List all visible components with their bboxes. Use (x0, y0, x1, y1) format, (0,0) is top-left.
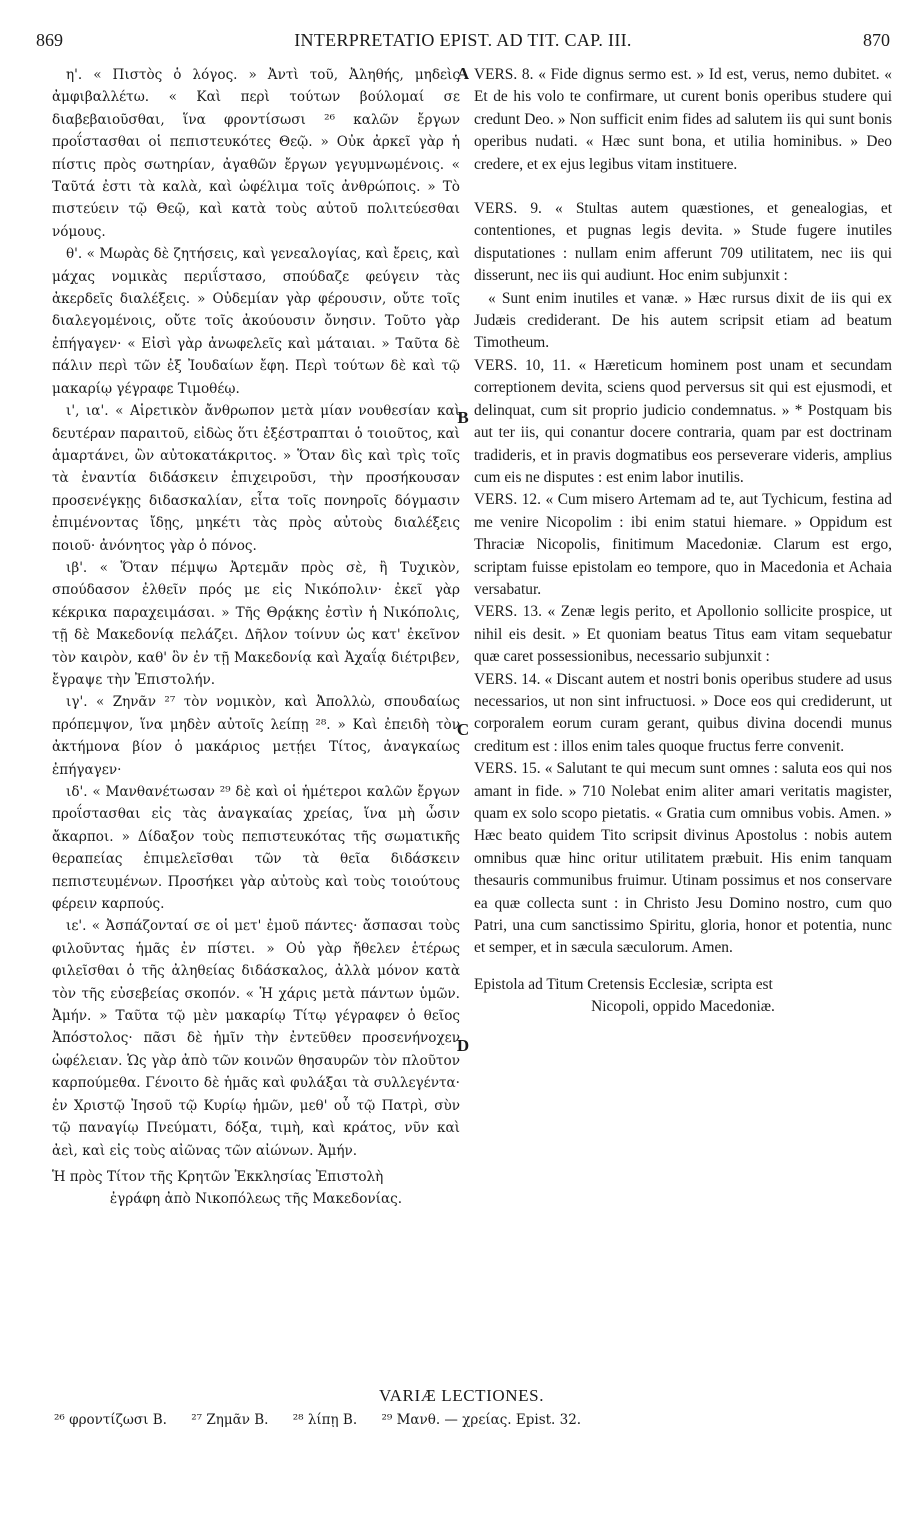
latin-paragraph-10-11: VERS. 10, 11. « Hæreticum hominem post unam et secundam correptionem devita, sciens quod perversus sit qui est ejusmodi, et delinquat, cum sit proprio judicio condemnatus. » * Postquam bis aut ter iis, qui conantur docere contraria, quam par est doctrinam tradideris, et in pravis dogmatibus eos perseverare videris, amplius cum eis ne disputes : est enim labor inutilis. (474, 356, 892, 486)
page-number-right: 870 (863, 30, 890, 50)
latin-paragraph-14: VERS. 14. « Discant autem et nostri bonis operibus studere ad usus necessarios, ut non sint infructuosi. » Doce eos qui crediderunt, ut corporalem eorum curam gerant, quibus divina docendi munus creditum est : illos enim tales quoque fructus ferre convenit. (474, 670, 892, 755)
margin-marker-a: A (456, 64, 470, 83)
greek-subscription-line-1: Ἡ πρὸς Τίτον τῆς Κρητῶν Ἐκκλησίας Ἐπιστολὴ (52, 1168, 384, 1185)
variae-lectiones-title: VARIÆ LECTIONES. (378, 1386, 545, 1405)
greek-subscription-line-2: ἐγράφη ἀπὸ Νικοπόλεως τῆς Μακεδονίας. (109, 1191, 403, 1208)
footnote-26: ²⁶ φροντίζωσι B. (54, 1412, 167, 1428)
greek-paragraph-12: ιβ'. « Ὅταν πέμψω Ἀρτεμᾶν πρὸς σὲ, ἢ Τυχικὸν, σπούδασον ἐλθεῖν πρός με εἰς Νικόπολιν· ἐκεῖ γὰρ κέκρικα παραχειμάσαι. » Τῆς Θρᾴκης ἐστὶν ἡ Νικόπολις, τῇ δὲ Μακεδονίᾳ πελάζει. Δῆλον τοίνυν ὡς κατ' ἐκεῖνον τὸν καιρὸν, καθ' ὃν ἐν τῇ Μακεδονίᾳ καὶ Ἀχαΐᾳ διέτριβεν, ἔγραψε τὴν Ἐπιστολήν. (52, 559, 460, 688)
greek-paragraph-14: ιδ'. « Μανθανέτωσαν ²⁹ δὲ καὶ οἱ ἡμέτεροι καλῶν ἔργων προΐστασθαι εἰς τὰς ἀναγκαίας χρείας, ἵνα μὴ ὦσιν ἄκαρποι. » Δίδαξον τοὺς πεπιστευκότας τῆς σωματικῆς θεραπείας ἐπιμελεῖσθαι τῶν τὰ θεῖα διδάσκειν πεπιστευμένων. Προσήκει γὰρ αὐτοὺς καὶ τοὺς τοιούτους φέρειν καρπούς. (52, 784, 460, 913)
latin-column (474, 64, 892, 1019)
margin-marker-c: C (456, 720, 470, 739)
footnote-29: ²⁹ Μανθ. — χρείας. Epist. 32. (381, 1412, 582, 1428)
latin-paragraph-9: VERS. 9. « Stultas autem quæstiones, et genealogias, et contentiones, et pugnas legis devita. » Stude fugere inutiles disputationes : nullam enim afferunt 709 utilitatem, nec iis qui disserunt, nec iis qui audiunt. Hoc enim subjunxit : (474, 200, 892, 285)
footnotes (54, 1412, 914, 1428)
greek-paragraph-8: η'. « Πιστὸς ὁ λόγος. » Ἀντὶ τοῦ, Ἀληθής, μηδεὶς ἀμφιβαλλέτω. « Καὶ περὶ τούτων βούλομαί σε διαβεβαιοῦσθαι, ἵνα φροντίσωσι ²⁶ καλῶν ἔργων προΐστασθαι οἱ πεπιστευκότες Θεῷ. » Οὐκ ἀρκεῖ γὰρ ἡ πίστις πρὸς σωτηρίαν, ἀγαθῶν ἔργων γεγυμνωμένοις. « Ταῦτά ἐστι τὰ καλὰ, καὶ ὠφέλιμα τοῖς ἀνθρώποις. » Τὸ πιστεύειν τῷ Θεῷ, καὶ κατὰ τοὺς αὐτοῦ πολιτεύεσθαι νόμους. (52, 67, 460, 240)
latin-paragraph-8: VERS. 8. « Fide dignus sermo est. » Id est, verus, nemo dubitet. « Et de his volo te confirmare, ut curent bonis operibus studere qui credunt Deo. » Non sufficit enim fides ad salutem iis qui sunt bonis operibus nudati. « Hæc sunt bona, et utilia hominibus. » Deo credere, et ex ejus legibus vitam instituere. (474, 66, 892, 173)
greek-column (52, 64, 460, 1211)
running-title: INTERPRETATIO EPIST. AD TIT. CAP. III. (294, 30, 632, 50)
greek-paragraph-13: ιγ'. « Ζηνᾶν ²⁷ τὸν νομικὸν, καὶ Ἀπολλὼ, σπουδαίως πρόπεμψον, ἵνα μηδὲν αὐτοῖς λείπῃ ²⁸. » Καὶ ἐπειδὴ τὸν ἀκτήμονα βίον ὁ μακάριος μετῄει Τίτος, ἀναγκαίως ἐπήγαγεν· (52, 694, 460, 778)
page-number-left: 869 (36, 30, 63, 50)
greek-paragraph-10-11: ι', ια'. « Αἱρετικὸν ἄνθρωπον μετὰ μίαν νουθεσίαν καὶ δευτέραν παραιτοῦ, εἰδὼς ὅτι ἐξέστραπται ὁ τοιοῦτος, καὶ ἁμαρτάνει, ὢν αὐτοκατάκριτος. » Ὅταν δὶς καὶ τρὶς τοῖς τὰ ἐναντία διδάσκειν ἐπιχειροῦσι, τὴν προσήκουσαν προσενέγκῃς διδασκαλίαν, εἶτα τοῖς πονηροῖς δόγμασιν ἐπιμένοντας ἴδῃς, μηκέτι τὰς πρὸς αὐτοὺς διαλέξεις ποιοῦ· ἀνόνητος γὰρ ὁ πόνος. (52, 403, 460, 554)
latin-paragraph-12: VERS. 12. « Cum misero Artemam ad te, aut Tychicum, festina ad me venire Nicopolim : ibi enim statui hiemare. » Oppidum est Thraciæ Nicopolis, finitimum Macedoniæ. Clarum est ergo, scriptam fuisse epistolam eo tempore, quo in Macedonia et Achaia versabatur. (474, 491, 892, 598)
margin-marker-d: D (456, 1036, 470, 1055)
footnote-27: ²⁷ Ζημᾶν B. (191, 1412, 269, 1428)
latin-paragraph-13: VERS. 13. « Zenæ legis perito, et Apollonio sollicite prospice, ut nihil eis desit. » Et quoniam beatus Titus eam vitam sequebatur quæ caret possessionibus, necessario subjunxit : (474, 603, 892, 666)
greek-paragraph-9: θ'. « Μωρὰς δὲ ζητήσεις, καὶ γενεαλογίας, καὶ ἔρεις, καὶ μάχας νομικὰς περιΐστασο, σπούδαζε φεύγειν τὰς ἀκερδεῖς διαλέξεις. » Οὐδεμίαν γὰρ φέρουσιν, οὔτε τοῖς διαλεγομένοις, οὔτε τοῖς ἀκούουσιν ὄνησιν. Τοῦτο γὰρ ἐπήγαγεν· « Εἰσὶ γὰρ ἀνωφελεῖς καὶ μάταιαι. » Ταῦτα δὲ πάλιν περὶ τῶν ἐξ Ἰουδαίων ἔφη. Περὶ τούτων δὲ καὶ τῷ μακαρίῳ γέγραφε Τιμοθέῳ. (52, 246, 460, 397)
greek-paragraph-15: ιε'. « Ἀσπάζονταί σε οἱ μετ' ἐμοῦ πάντες· ἄσπασαι τοὺς φιλοῦντας ἡμᾶς ἐν πίστει. » Οὐ γὰρ ἤθελεν ἑτέρως φιλεῖσθαι ὁ τῆς ἀληθείας διδάσκαλος, ἀλλὰ μόνον κατὰ τὸν τῆς εὐσεβείας σκοπόν. « Ἡ χάρις μετὰ πάντων ὑμῶν. Ἀμήν. » Ταῦτα τῷ μὲν μακαρίῳ Τίτῳ γέγραφεν ὁ θεῖος Ἀπόστολος· πᾶσι δὲ ἡμῖν τὴν ἐντεῦθεν προσενήνοχεν ὠφέλειαν. Ὡς γὰρ ἀπὸ τῶν κοινῶν θησαυρῶν τὸν πλοῦτον καρπούμεθα. Γένοιτο δὲ ἡμᾶς καὶ φυλάξαι τὰ συλλεγέντα· ἐν Χριστῷ Ἰησοῦ τῷ Κυρίῳ ἡμῶν, μεθ' οὗ τῷ Πατρὶ, σὺν τῷ παναγίῳ Πνεύματι, δόξα, τιμὴ, καὶ κράτος, νῦν καὶ ἀεὶ, καὶ εἰς τοὺς αἰῶνας τῶν αἰώνων. Ἀμήν. (52, 918, 460, 1159)
latin-subscription-line-2: Nicopoli, oppido Macedoniæ. (591, 998, 775, 1016)
latin-subscription-line-1: Epistola ad Titum Cretensis Ecclesiæ, scripta est (474, 975, 773, 993)
latin-paragraph-15: VERS. 15. « Salutant te qui mecum sunt omnes : saluta eos qui nos amant in fide. » 710 Nolebat enim aliter amari veritatis magister, quam ex solo scopo pietatis. « Gratia cum omnibus vobis. Amen. » Hæc beato quidem Tito scripsit divinus Apostolus : nobis autem omnibus quæ hinc oritur utilitatem præbuit. His enim tanquam thesauris communibus fruimur. Utinam possimus et nos conservare ea quæ collecta sunt : in Christo Jesu Domino nostro, cum quo Patri, una cum sanctissimo Spiritu, gloria, honor et potentia, nunc et semper, et in sæcula sæculorum. Amen. (474, 760, 892, 957)
footnote-28: ²⁸ λίπῃ B. (292, 1412, 358, 1428)
margin-marker-b: B (457, 408, 469, 427)
page-header (36, 30, 890, 56)
latin-paragraph-9b: « Sunt enim inutiles et vanæ. » Hæc rursus dixit de iis qui ex Judæis crediderant. De his autem scripsit etiam ad beatum Timotheum. (474, 289, 892, 352)
